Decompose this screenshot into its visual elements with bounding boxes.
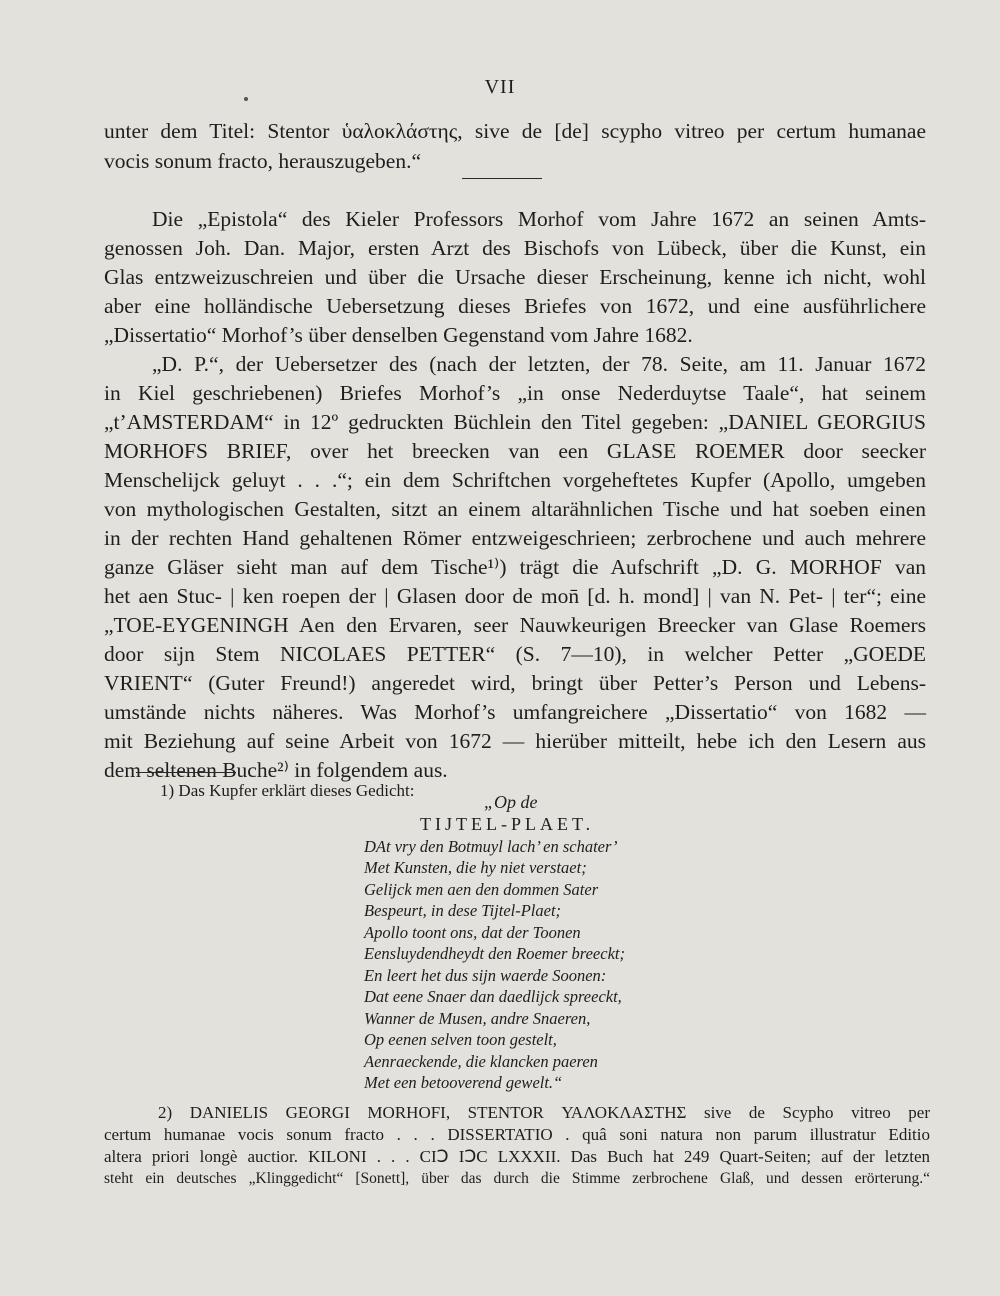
body-line: in Kiel geschriebenen) Briefes Morhof’s „in onse Nederduytse Taale“, hat seinem [104, 381, 926, 405]
body-line: ganze Gläser sieht man auf dem Tische¹⁾) trägt die Aufschrift „D. G. MORHOF van [104, 555, 926, 579]
poem-line: Aenraeckende, die klancken paeren [364, 1052, 598, 1071]
body-line: umstände nichts näheres. Was Morhof’s umfangreichere „Dissertatio“ von 1682 — [104, 700, 926, 724]
body-line: „t’AMSTERDAM“ in 12º gedruckten Büchlein den Titel gegeben: „DANIEL GEORGIUS [104, 410, 926, 434]
poem-line: Met Kunsten, die hy niet verstaet; [364, 858, 587, 877]
poem-line: DAt vry den Botmuyl lach’ en schater’ [364, 837, 618, 856]
poem-line: Bespeurt, in dese Tijtel-Plaet; [364, 901, 562, 920]
body-line: genossen Joh. Dan. Major, ersten Arzt des Bischofs von Lübeck, über die Kunst, ein [104, 236, 926, 260]
body-line: „TOE-EYGENINGH Aen den Ervaren, seer Nauwkeurigen Breecker van Glase Roemers [104, 613, 926, 637]
footnote-2-line: altera priori longè auctior. KILONI . . . CIↃ IↃC LXXXII. Das Buch hat 249 Quart-Seiten; auf der letzten [104, 1147, 930, 1166]
poem-heading: „Op de [484, 792, 538, 812]
poem-line: Apollo toont ons, dat der Toonen [364, 923, 581, 942]
page-number: VII [484, 76, 516, 98]
body-line: „D. P.“, der Uebersetzer des (nach der letzten, der 78. Seite, am 11. Januar 1672 [152, 352, 926, 376]
footnote-1-intro: 1) Das Kupfer erklärt dieses Gedicht: [160, 781, 415, 800]
poem-line: Met een betooverend gewelt.“ [364, 1073, 563, 1092]
footnote-2-line: certum humanae vocis sonum fracto . . . DISSERTATIO . quâ soni natura non parum illustratur Editio [104, 1125, 930, 1144]
body-line: unter dem Titel: Stentor ὑαλοκλάστης, sive de [de] scypho vitreo per certum humanae [104, 119, 926, 143]
poem-line: Wanner de Musen, andre Snaeren, [364, 1009, 591, 1028]
body-line: door sijn Stem NICOLAES PETTER“ (S. 7—10), in welcher Petter „GOEDE [104, 642, 926, 666]
body-line: MORHOFS BRIEF, over het breecken van een GLASE ROEMER door seecker [104, 439, 926, 463]
poem-line: Eensluydendheydt den Roemer breeckt; [364, 944, 625, 963]
body-line: von mythologischen Gestalten, sitzt an einem altarähnlichen Tische und hat soeben einen [104, 497, 926, 521]
poem-line: En leert het dus sijn waerde Soonen: [364, 966, 607, 985]
footnote-rule [136, 772, 236, 773]
footnote-2-line: steht ein deutsches „Klinggedicht“ [Sonett], über das durch die Stimme zerbrochene Glaß, und dessen erörterung.“ [104, 1170, 930, 1187]
body-line: mit Beziehung auf seine Arbeit von 1672 — hierüber mitteilt, hebe ich den Lesern aus [104, 729, 926, 753]
body-line: in der rechten Hand gehaltenen Römer entzweigeschrieen; zerbrochene und auch mehrere [104, 526, 926, 550]
body-line: vocis sonum fracto, herauszugeben.“ [104, 149, 422, 173]
poem-line: Op eenen selven toon gestelt, [364, 1030, 557, 1049]
poem-line: Dat eene Snaer dan daedlijck spreeckt, [364, 987, 622, 1006]
body-line: dem seltenen Buche²⁾ in folgendem aus. [104, 758, 448, 782]
body-line: het aen Stuc- | ken roepen der | Glasen door de mon̄ [d. h. mond] | van N. Pet- | ter“; eine [104, 584, 926, 608]
footnote-2-line: 2) DANIELIS GEORGI MORHOFI, STENTOR ΥΑΛΟΚΛΑΣΤΗΣ sive de Scypho vitreo per [158, 1103, 930, 1122]
body-line: Glas entzweizuschreien und über die Ursache dieser Erscheinung, kenne ich nicht, wohl [104, 265, 926, 289]
section-divider [462, 178, 542, 179]
body-line: VRIENT“ (Guter Freund!) angeredet wird, bringt über Petter’s Person und Lebens- [104, 671, 926, 695]
body-line: aber eine holländische Uebersetzung dieses Briefes von 1672, und eine ausführlichere [104, 294, 926, 318]
body-line: Menschelijck geluyt . . .“; ein dem Schriftchen vorgeheftetes Kupfer (Apollo, umgeben [104, 468, 926, 492]
body-line: Die „Epistola“ des Kieler Professors Morhof vom Jahre 1672 an seinen Amts- [152, 207, 926, 231]
poem-line: Gelijck men aen den dommen Sater [364, 880, 599, 899]
body-line: „Dissertatio“ Morhof’s über denselben Gegenstand vom Jahre 1682. [104, 323, 693, 347]
poem-title: TIJTEL-PLAET. [420, 814, 595, 834]
